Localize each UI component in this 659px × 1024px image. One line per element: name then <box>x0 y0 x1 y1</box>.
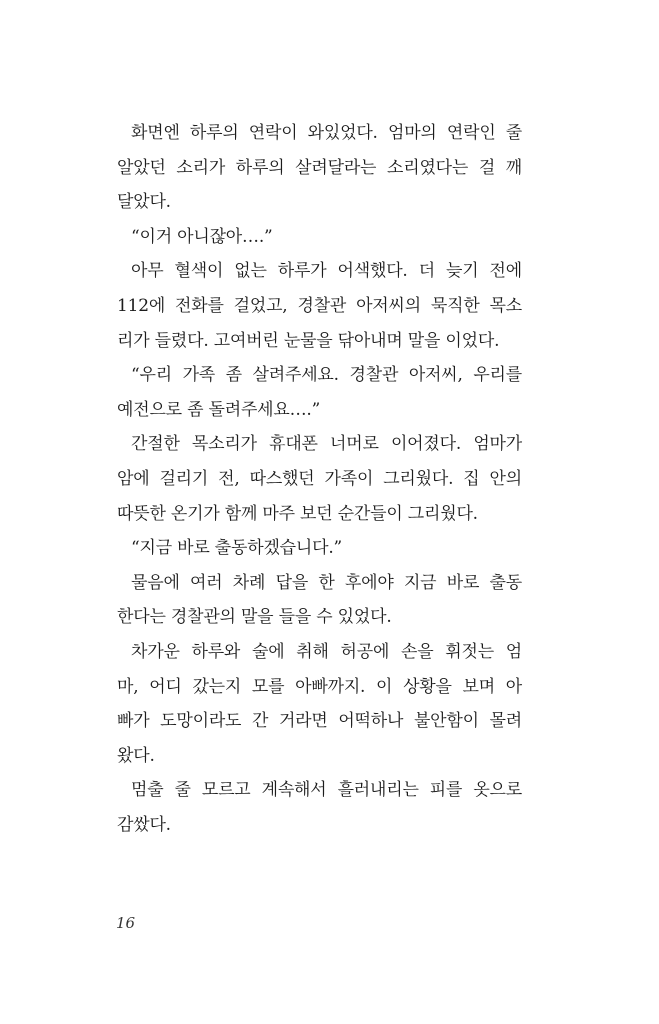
text-line: 왔다. <box>117 745 155 766</box>
text-line: 리가 들렸다. 고여버린 눈물을 닦아내며 말을 이었다. <box>117 330 500 351</box>
text-line: 감쌌다. <box>117 814 171 835</box>
text-line: 알았던 소리가 하루의 살려달라는 소리였다는 걸 깨 <box>117 157 522 178</box>
dialogue-line: “이거 아니잖아….” <box>131 226 273 247</box>
text-line: 멈출 줄 모르고 계속해서 흘러내리는 피를 옷으로 <box>131 780 522 801</box>
page-number: 16 <box>116 914 136 932</box>
text-line: 암에 걸리기 전, 따스했던 가족이 그리웠다. 집 안의 <box>117 468 522 489</box>
text-line: 112에 전화를 걸었고, 경찰관 아저씨의 묵직한 목소 <box>117 295 522 316</box>
text-line: 한다는 경찰관의 말을 들을 수 있었다. <box>117 607 392 628</box>
text-line: 물음에 여러 차례 답을 한 후에야 지금 바로 출동 <box>131 572 522 593</box>
dialogue-line: “지금 바로 출동하겠습니다.” <box>131 538 343 559</box>
text-line: 간절한 목소리가 휴대폰 너머로 이어졌다. 엄마가 <box>131 434 522 455</box>
text-line: 화면엔 하루의 연락이 와있었다. 엄마의 연락인 줄 <box>131 123 522 143</box>
text-line: 차가운 하루와 술에 취해 허공에 손을 휘젓는 엄 <box>131 641 522 662</box>
text-line: 달았다. <box>117 192 171 213</box>
text-line: 아무 혈색이 없는 하루가 어색했다. 더 늦기 전에 <box>131 261 522 282</box>
text-line: 빠가 도망이라도 간 거라면 어떡하나 불안함이 몰려 <box>117 711 522 732</box>
body-text <box>117 116 522 842</box>
text-line: 마, 어디 갔는지 모를 아빠까지. 이 상황을 보며 아 <box>117 676 522 697</box>
dialogue-line: “우리 가족 좀 살려주세요. 경찰관 아저씨, 우리를 <box>131 365 522 386</box>
dialogue-line: 예전으로 좀 돌려주세요….” <box>117 399 321 420</box>
text-line: 따뜻한 온기가 함께 마주 보던 순간들이 그리웠다. <box>117 503 478 524</box>
